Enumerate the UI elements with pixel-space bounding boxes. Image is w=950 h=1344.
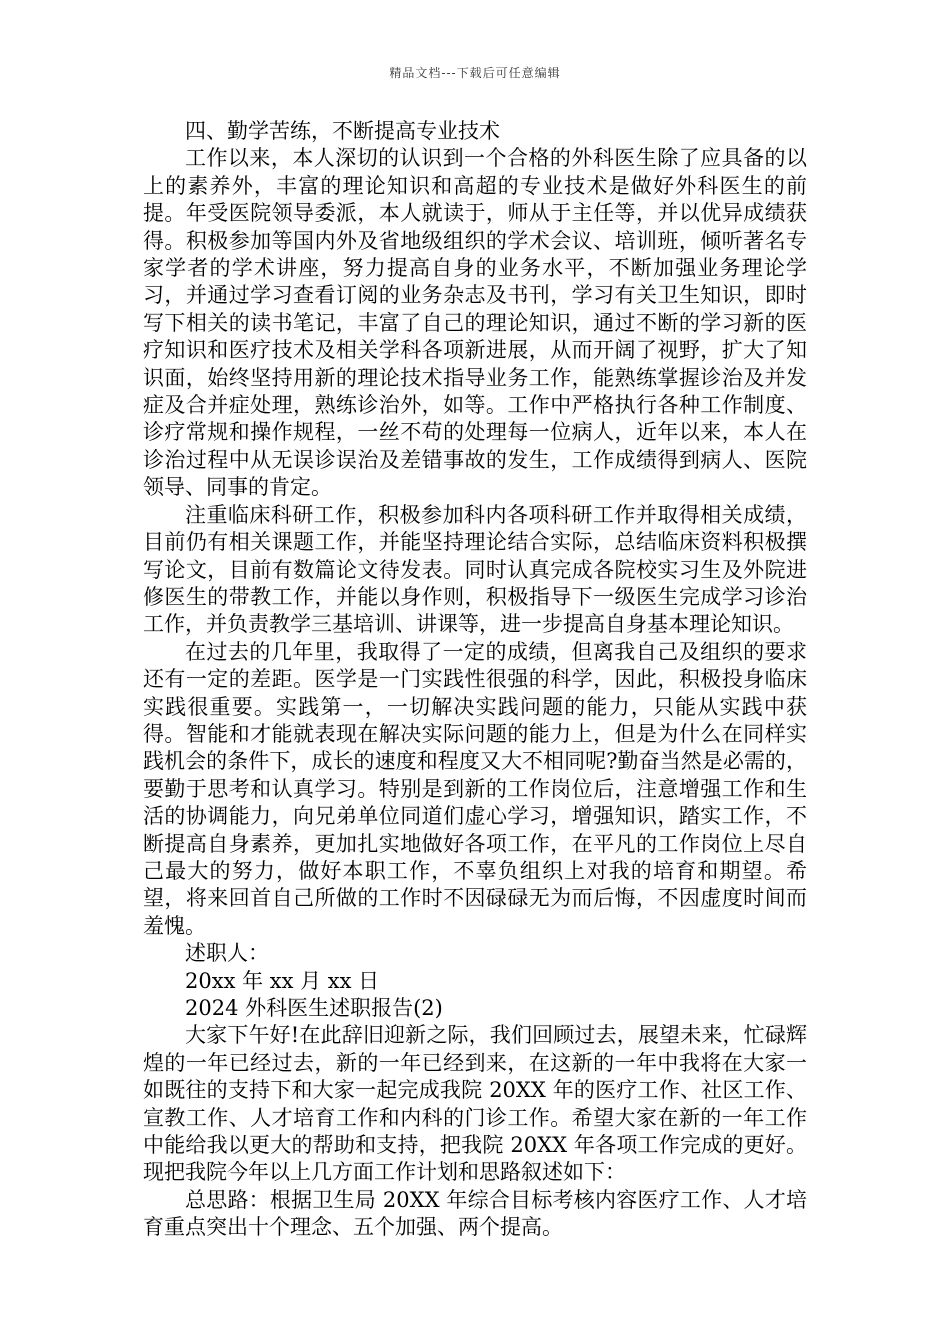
body-paragraph: 注重临床科研工作，积极参加科内各项科研工作并取得相关成绩，目前仍有相关课题工作，并能坚持理论结合实际，总结临床资料积极撰写论文，目前有数篇论文待发表。同时认真完成各院校实习生及外院进修医生的带教工作，并能以身作则，积极指导下一级医生完成学习诊治工作，并负责教学三基培训、讲课等，进一步提高自身基本理论知识。 xyxy=(143,502,807,637)
body-paragraph: 在过去的几年里，我取得了一定的成绩，但离我自己及组织的要求还有一定的差距。医学是一门实践性很强的科学，因此，积极投身临床实践很重要。实践第一，一切解决实践问题的能力，只能从实践中获得。智能和才能就表现在解决实际问题的能力上，但是为什么在同样实践机会的条件下，成长的速度和程度又大不相同呢?勤奋当然是必需的，要勤于思考和认真学习。特别是到新的工作岗位后，注意增强工作和生活的协调能力，向兄弟单位同道们虚心学习，增强知识，踏实工作，不断提高自身素养，更加扎实地做好各项工作，在平凡的工作岗位上尽自己最大的努力，做好本职工作，不辜负组织上对我的培育和期望。希望，将来回首自己所做的工作时不因碌碌无为而后悔，不因虚度时间而羞愧。 xyxy=(143,639,807,938)
page-header: 精品文档---下载后可任意编辑 xyxy=(389,66,561,80)
body-paragraph: 大家下午好!在此辞旧迎新之际，我们回顾过去，展望未来，忙碌辉煌的一年已经过去，新的一年已经到来，在这新的一年中我将在大家一如既往的支持下和大家一起完成我院 20XX 年的医疗工作、社区工作、宣教工作、人才培育工作和内科的门诊工作。希望大家在新的一年工作中能给我以更大的帮助和支持，把我院 20XX 年各项工作完成的更好。现把我院今年以上几方面工作计划和思路叙述如下： xyxy=(143,1023,807,1185)
signature-date: 20xx 年 xx 月 xx 日 xyxy=(185,968,380,993)
body-paragraph: 工作以来，本人深切的认识到一个合格的外科医生除了应具备的以上的素养外，丰富的理论知识和高超的专业技术是做好外科医生的前提。年受医院领导委派，本人就读于，师从于主任等，并以优异成绩获得。积极参加等国内外及省地级组织的学术会议、培训班，倾听著名专家学者的学术讲座，努力提高自身的业务水平，不断加强业务理论学习，并通过学习查看订阅的业务杂志及书刊，学习有关卫生知识，即时写下相关的读书笔记，丰富了自己的理论知识，通过不断的学习新的医疗知识和医疗技术及相关学科各项新进展，从而开阔了视野，扩大了知识面，始终坚持用新的理论技术指导业务工作，能熟练掌握诊治及并发症及合并症处理，熟练诊治外，如等。工作中严格执行各种工作制度、诊疗常规和操作规程，一丝不苟的处理每一位病人，近年以来，本人在诊治过程中从无误诊误治及差错事故的发生，工作成绩得到病人、医院领导、同事的肯定。 xyxy=(143,146,807,500)
body-paragraph: 总思路：根据卫生局 20XX 年综合目标考核内容医疗工作、人才培育重点突出十个理念、五个加强、两个提高。 xyxy=(143,1187,807,1240)
report-title: 2024 外科医生述职报告(2) xyxy=(185,996,443,1020)
document-body xyxy=(143,118,807,1242)
signature-label: 述职人： xyxy=(185,941,269,966)
section-heading: 四、勤学苦练，不断提高专业技术 xyxy=(185,119,500,143)
